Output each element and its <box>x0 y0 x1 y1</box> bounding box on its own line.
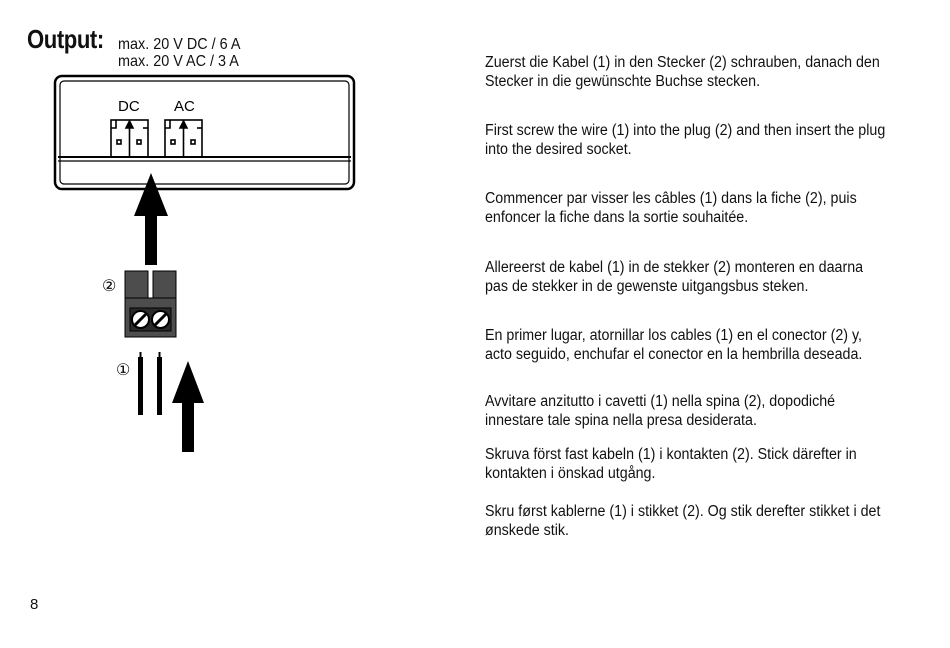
instruction-de: Zuerst die Kabel (1) in den Stecker (2) schrauben, danach den Stecker in die gewünschte Buchse stecken. <box>485 54 880 90</box>
instruction-da: Skru først kablerne (1) i stikket (2). Og stik derefter stikket i det ønskede stik. <box>485 503 881 539</box>
instruction-es: En primer lugar, atornillar los cables (1) en el conector (2) y, acto seguido, enchufar el conector en la hembrilla deseada. <box>485 327 863 363</box>
plug <box>125 271 176 337</box>
instruction-fr: Commencer par visser les câbles (1) dans la fiche (2), puis enfoncer la fiche dans la sortie souhaitée. <box>485 190 857 226</box>
dc-label: DC <box>118 98 140 115</box>
device-housing <box>55 76 354 189</box>
ac-label: AC <box>174 98 195 115</box>
callout-wire: ① <box>116 362 131 379</box>
instruction-en: First screw the wire (1) into the plug (2) and then insert the plug into the desired socket. <box>485 122 886 158</box>
callout-plug: ② <box>102 278 117 295</box>
instruction-it: Avvitare anzitutto i cavetti (1) nella spina (2), dopodiché innestare tale spina nella presa desiderata. <box>485 393 836 429</box>
insert-arrow-icon <box>172 361 204 452</box>
output-heading: Output: <box>27 24 104 54</box>
page-number: 8 <box>30 596 39 613</box>
instruction-nl: Allereerst de kabel (1) in de stekker (2) monteren en daarna pas de stekker in de gewenste uitgangsbus steken. <box>485 259 864 295</box>
output-spec-ac: max. 20 V AC / 3 A <box>118 53 239 70</box>
screw-icon <box>132 311 149 328</box>
instruction-sv: Skruva först fast kabeln (1) i kontakten (2). Stick därefter in kontakten i önskad utgång. <box>485 446 857 482</box>
connection-diagram <box>0 0 420 480</box>
wires <box>138 352 162 415</box>
screw-icon <box>152 311 169 328</box>
output-spec-dc: max. 20 V DC / 6 A <box>118 36 241 53</box>
